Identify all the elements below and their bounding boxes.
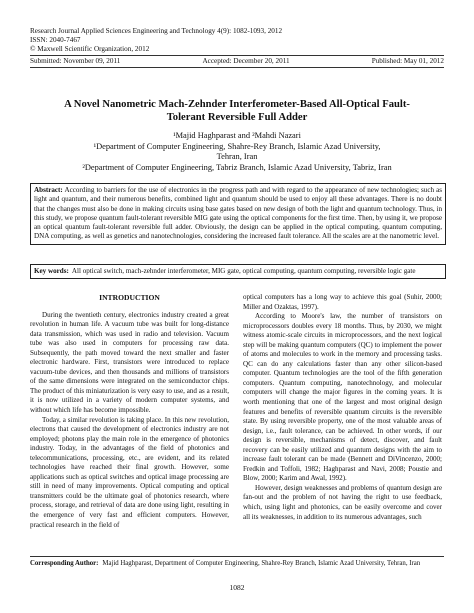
keywords-label: Key words:: [34, 267, 69, 275]
abstract-label: Abstract:: [34, 186, 63, 194]
journal-info: [30, 27, 444, 55]
title-line-1: A Novel Nanometric Mach-Zehnder Interferometer-Based All-Optical Fault-: [64, 99, 410, 110]
page-number: 1082: [229, 583, 245, 592]
copyright: © Maxwell Scientific Organization, 2012: [30, 45, 150, 54]
accepted-date: Accepted: December 20, 2011: [202, 57, 290, 65]
issn: ISSN: 2040-7467: [30, 36, 81, 45]
right-column: [243, 293, 442, 522]
corresponding-author-footnote: [30, 556, 444, 568]
affiliation-1-city: Tehran, Iran: [216, 152, 258, 162]
paragraph: However, design weaknesses and problems of quantum design are fan-out and the problem of not having the right to use feedback, which, using light and photonics, can be easily overcome and cover all its weaknesses, in addition to its numerous advantages, such: [243, 483, 442, 521]
keywords-text: All optical switch, mach-zehnder interferometer, MIG gate, optical computing, quantum computing, reversible logic gate: [71, 267, 416, 275]
author-names: ¹Majid Haghparast and ²Mahdi Nazari: [173, 131, 301, 140]
keywords-box: [30, 264, 446, 279]
publication-dates: [30, 55, 444, 68]
authors-block: [40, 131, 434, 173]
abstract-text: According to barriers for the use of electronics in the progress path and with regard to the appearance of new technologies; such as light and quantum, and their numerous benefits, combined light and quantum should be used to enjoy all these advantages. There is no doubt that the changes must also be done in making circuits using base gates based on new design of both the light and quantum technology. Thus, in this study, we propose quantum fault-tolerant reversible MIG gate using the optical components for the first time. Then, by using it, we propose an optical quantum fault-tolerant reversible full adder. Obviously, the design can be applied in the optical computing, quantum computing, DNA computing, as well as genetics and nanotechnologies, considering the increased fault tolerance. All the scales are at the nanometric level.: [34, 186, 443, 241]
abstract-box: [30, 183, 446, 245]
published-date: Published: May 01, 2012: [371, 57, 444, 65]
submitted-date: Submitted: November 09, 2011: [30, 57, 121, 65]
affiliation-2: ²Department of Computer Engineering, Tabriz Branch, Islamic Azad University, Tabriz, Iran: [82, 162, 392, 172]
paragraph: Today, a similar revolution is taking place. In this new revolution, electrons that caused the development of electronics industry are not employed; photons play the main role in the emergence of photonics industry. Today, in the advantages of the field of photonics and telecommunications, processing, etc., are evident, and its related technologies have reached their final growth. However, some applications such as optical switches and optical image processing are still in need of many improvements. Optical computing and optical transmitters could be the ultimate goal of photonics research, where process, storage, and retrieval of data are done using light, resulting in the emergence of very fast and efficient computers. However, practical research in the field of: [30, 415, 229, 529]
affiliation-1: ¹Department of Computer Engineering, Shahre-Rey Branch, Islamic Azad University,: [93, 141, 381, 151]
left-column: [30, 293, 229, 530]
journal-name: Research Journal Applied Sciences Engineering and Technology 4(9): 1082-1093, 2012: [30, 27, 283, 35]
paragraph-continued: optical computers has a long way to achieve this goal (Suhir, 2000; Miller and Ozaktas, 1997).: [243, 293, 442, 311]
paragraph: During the twentieth century, electronics industry created a great revolution in human life. A vacuum tube was built for long-distance data transmission, which was used in radio and television. Vacuum tube was also used in computers for processing raw data. Subsequently, the path moved toward the next smaller and faster electronic hardware. First, transistors were introduced to replace vacuum-tube devices, and then thousands and millions of transistors of the same dimensions were integrated on the semiconductor chips. The product of this miniaturization is very easy to use, and as a result, it is now utilized in a variety of modern computer systems, and without which life has become impossible.: [30, 310, 229, 415]
paper-title: [40, 98, 434, 124]
title-line-2: Tolerant Reversible Full Adder: [166, 112, 308, 123]
paragraph: According to Moore's law, the number of transistors on microprocessors doubles every 18 months. Thus, by 2030, we might witness atomic-scale circuits in microprocessors, and the next logical step will be making quantum computers (QC) to implement the power of atoms and molecules to work in the memory and processing tasks. QC can do any calculations faster than any other silicon-based computer. Quantum technologies are the tool of the fifth generation computers. Quantum computing, nanotechnology, and molecular computers will change the major figures in the coming years. It is worth mentioning that one of the largest and most original design features and benefits of reversible quantum circuits is the reversible state. By using reversible property, one of the most valuable areas of design, i.e., fault tolerance, can be achieved. In other words, if our design is reversible, mechanisms of detect, discover, and fault recovery can be easily utilized and quantum designs with the aim to increase fault tolerant can be made (Bennett and DiVincenzo, 2000; Fredkin and Toffoli, 1982; Haghparast and Navi, 2008; Poustie and Blow, 2000; Karim and Awal, 1992).: [243, 312, 442, 483]
section-heading: INTRODUCTION: [99, 293, 160, 302]
corresponding-author-label: Corresponding Author:: [30, 560, 99, 567]
corresponding-author-text: Majid Haghparast, Department of Computer Engineering, Shahre-Rey Branch, Islamic Azad University, Tehran, Iran: [102, 560, 421, 567]
